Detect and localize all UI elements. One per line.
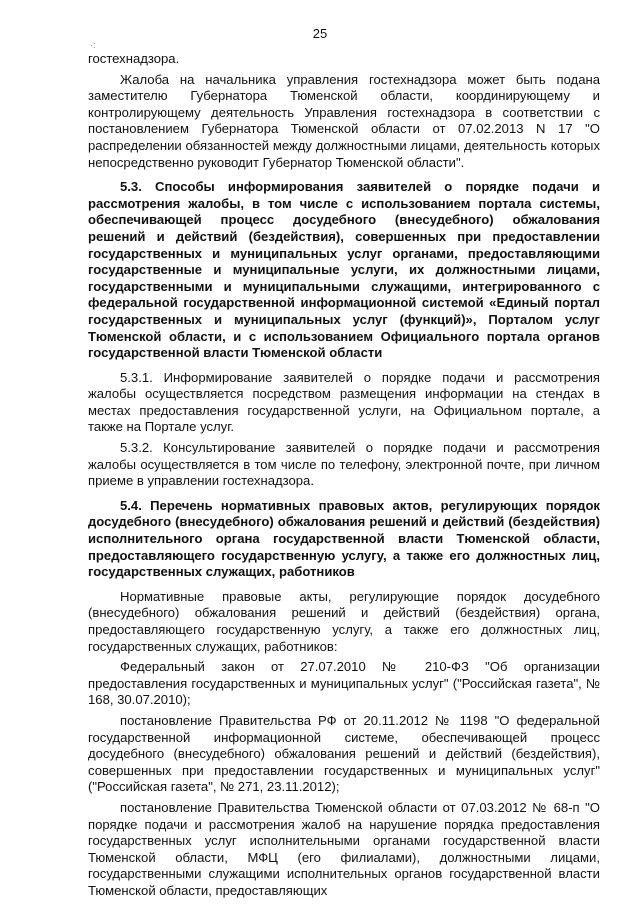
paragraph-regional-decree: постановление Правительства Тюменской области от 07.03.2012 № 68-п "О порядке подачи и рассмотрения жалоб на нарушение порядка предоставления государственных услуг исполнительными органами государственной власти Тюменской области, МФЦ (его филиалами), должностными лицами, государственными служащими исполнительных органов государственной власти Тюменской области, предоставляющих bbox=[88, 799, 600, 898]
paragraph-federal-law: Федеральный закон от 27.07.2010 № 210-ФЗ "Об организации предоставления государственных и муниципальных услуг" ("Российская газета", № 168, 30.07.2010); bbox=[88, 659, 600, 708]
document-body bbox=[88, 51, 600, 904]
paragraph-5-3-1: 5.3.1. Информирование заявителей о порядке подачи и рассмотрения жалобы осуществляется посредством размещения информации на стендах в местах предоставления государственной услуги, на Официальном портале, а также на Портале услуг. bbox=[88, 369, 600, 435]
scan-speck: ·: bbox=[90, 40, 96, 50]
page-number: 25 bbox=[312, 26, 328, 41]
paragraph-normative-acts: Нормативные правовые акты, регулирующие порядок досудебного (внесудебного) обжалования решений и действий (бездействия) органа, предоставляющего государственную услугу, а также его должностных лиц, государственных служащих, работников: bbox=[88, 588, 600, 654]
paragraph-continuation: гостехнадзора. bbox=[88, 51, 180, 66]
section-heading-5-3: 5.3. Способы информирования заявителей о порядке подачи и рассмотрения жалобы, в том числе с использованием портала системы, обеспечивающей процесс досудебного (внесудебного) обжалования решений и действий (бездействия), совершенных при предоставлении государственных и муниципальных услуг органами, предоставляющими государственные и муниципальные услуги, их должностными лицами, государственными и муниципальными служащими, интегрированного с федеральной государственной информационной системой «Единый портал государственных и муниципальных услуг (функций)», Порталом услуг Тюменской области, и с использованием Официального портала органов государственной власти Тюменской области bbox=[88, 179, 600, 361]
paragraph-5-3-2: 5.3.2. Консультирование заявителей о порядке подачи и рассмотрения жалобы осуществляется в том числе по телефону, электронной почте, при личном приеме в управлении гостехнадзора. bbox=[88, 440, 600, 489]
paragraph-complaint-head: Жалоба на начальника управления гостехнадзора может быть подана заместителю Губернатора Тюменской области, координирующему и контролирующему деятельность Управления гостехнадзора в соответствии с постановлением Губернатора Тюменской области от 07.02.2013 N 17 "О распределении обязанностей между должностными лицами, деятельность которых непосредственно руководит Губернатор Тюменской области". bbox=[88, 71, 600, 170]
paragraph-government-decree: постановление Правительства РФ от 20.11.2012 № 1198 "О федеральной государственной информационной системе, обеспечивающей процесс досудебного (внесудебного) обжалования решений и действий (бездействия), совершенных при предоставлении государственных и муниципальных услуг" ("Российская газета", № 271, 23.11.2012); bbox=[88, 712, 600, 795]
section-heading-5-4: 5.4. Перечень нормативных правовых актов, регулирующих порядок досудебного (внесудебного) обжалования решений и действий (бездействия) исполнительного органа государственной власти Тюменской области, предоставляющего государственную услугу, а также его должностных лиц, государственных служащих, работников bbox=[88, 497, 600, 580]
